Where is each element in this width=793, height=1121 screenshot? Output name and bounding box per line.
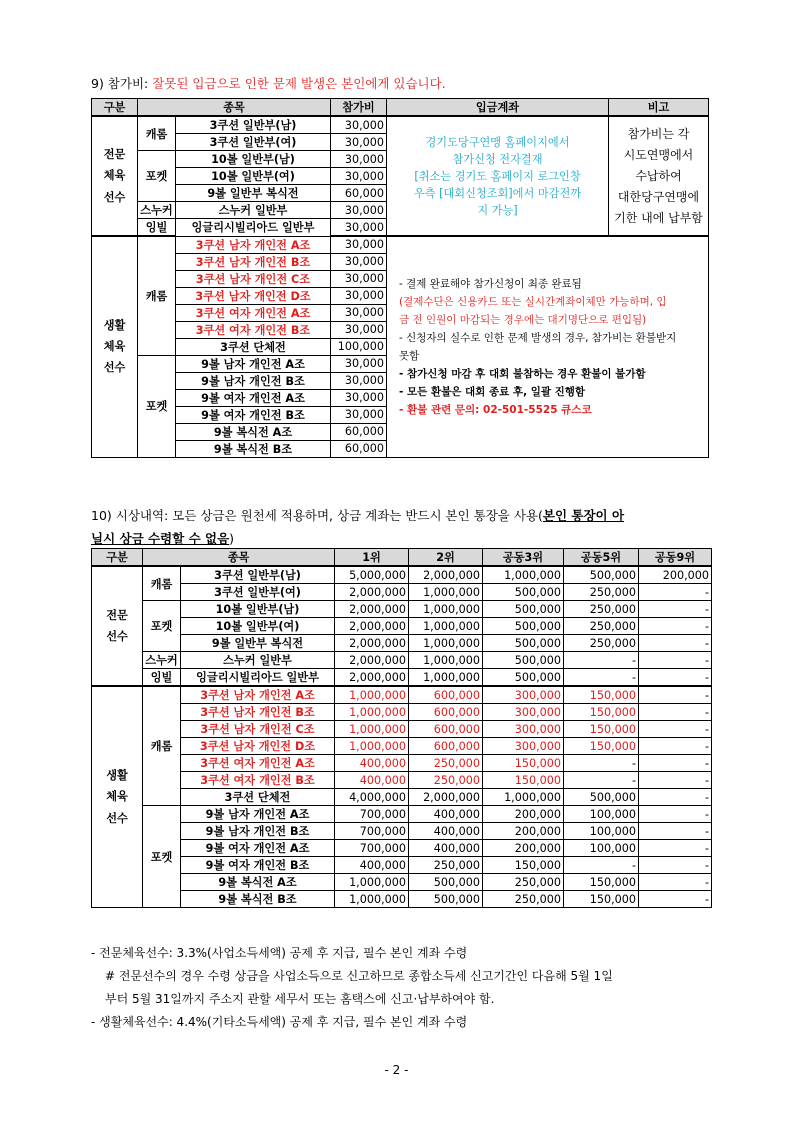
- prize-value: -: [564, 652, 639, 669]
- prize-value: 150,000: [564, 874, 639, 891]
- prize-value: 2,000,000: [409, 566, 483, 584]
- prize-value: 250,000: [483, 891, 564, 908]
- prize-value: 2,000,000: [335, 652, 409, 669]
- prize-value: -: [639, 857, 712, 874]
- event-name: 3쿠션 남자 개인전 A조: [181, 686, 335, 704]
- prize-row: [92, 652, 712, 669]
- prize-value: 1,000,000: [409, 584, 483, 601]
- fee-value: 30,000: [331, 355, 387, 372]
- prize-value: 1,000,000: [409, 635, 483, 652]
- prize-value: -: [564, 857, 639, 874]
- prize-value: -: [639, 618, 712, 635]
- prize-value: 500,000: [564, 566, 639, 584]
- prize-value: 1,000,000: [335, 721, 409, 738]
- prize-value: 500,000: [483, 669, 564, 687]
- sub-category: 포켓: [143, 806, 181, 908]
- prize-value: 2,000,000: [335, 669, 409, 687]
- prize-value: -: [639, 601, 712, 618]
- note-line: - 결제 완료해야 참가신청이 최종 완료됨: [399, 277, 582, 290]
- fee-table: [91, 98, 709, 458]
- prize-value: 150,000: [564, 738, 639, 755]
- fee-header-remark: 비고: [609, 99, 709, 117]
- section-9-title: [91, 74, 446, 92]
- fee-value: 30,000: [331, 151, 387, 168]
- event-name: 9볼 여자 개인전 A조: [181, 840, 335, 857]
- prize-value: -: [564, 669, 639, 687]
- fee-value: 30,000: [331, 253, 387, 270]
- prize-header-1st: 1위: [335, 549, 409, 567]
- prize-value: 1,000,000: [409, 669, 483, 687]
- fee-row: [92, 236, 709, 253]
- sub-category: 스누커: [138, 202, 176, 219]
- prize-value: 300,000: [483, 704, 564, 721]
- prize-value: 500,000: [483, 652, 564, 669]
- note-line: - 환불 관련 문의: 02-501-5525 큐스코: [399, 403, 592, 416]
- prize-value: 150,000: [483, 772, 564, 789]
- prize-value: 700,000: [335, 823, 409, 840]
- prize-value: 400,000: [409, 823, 483, 840]
- prize-value: 600,000: [409, 738, 483, 755]
- fee-value: 30,000: [331, 168, 387, 185]
- event-name: 9볼 복식전 B조: [181, 891, 335, 908]
- prize-row: [92, 874, 712, 891]
- prize-row: [92, 566, 712, 584]
- event-name: 10볼 일반부(여): [181, 618, 335, 635]
- prize-value: 2,000,000: [335, 584, 409, 601]
- prize-value: 200,000: [639, 566, 712, 584]
- category-amateur: 생활 체육 선수: [92, 686, 143, 908]
- prize-value: 2,000,000: [335, 601, 409, 618]
- prize-value: 1,000,000: [483, 789, 564, 806]
- event-name: 3쿠션 일반부(남): [181, 566, 335, 584]
- event-name: 3쿠션 단체전: [176, 338, 331, 355]
- fee-value: 30,000: [331, 304, 387, 321]
- note-line: (결제수단은 신용카드 또는 실시간계좌이체만 가능하며, 입 금 전 인원이 마감되는 경우에는 대기명단으로 편입됨): [399, 295, 667, 326]
- footnote-line: - 생활체육선수: 4.4%(기타소득세액) 공제 후 지급, 필수 본인 계좌 수령: [91, 1015, 468, 1029]
- prize-value: -: [639, 738, 712, 755]
- fee-value: 30,000: [331, 236, 387, 253]
- prize-row: [92, 738, 712, 755]
- prize-value: 500,000: [564, 789, 639, 806]
- prize-value: -: [639, 806, 712, 823]
- event-name: 3쿠션 여자 개인전 A조: [176, 304, 331, 321]
- prize-header-5th: 공동5위: [564, 549, 639, 567]
- prize-row: [92, 704, 712, 721]
- prize-value: 5,000,000: [335, 566, 409, 584]
- fee-value: 100,000: [331, 338, 387, 355]
- prize-value: 1,000,000: [409, 652, 483, 669]
- event-name: 9볼 남자 개인전 B조: [176, 372, 331, 389]
- prize-value: 250,000: [564, 618, 639, 635]
- prize-row: [92, 601, 712, 618]
- prize-header-category: 구분: [92, 549, 143, 567]
- prize-row: [92, 686, 712, 704]
- fee-value: 30,000: [331, 116, 387, 134]
- section-10-title-text: 10) 시상내역: 모든 상금은 원천세 적용하며, 상금 계좌는 반드시 본인 통장을 사용(: [91, 508, 543, 523]
- prize-value: 150,000: [564, 721, 639, 738]
- prize-value: 1,000,000: [335, 874, 409, 891]
- fee-value: 30,000: [331, 389, 387, 406]
- prize-value: 400,000: [335, 772, 409, 789]
- prize-value: -: [564, 755, 639, 772]
- prize-value: -: [639, 686, 712, 704]
- event-name: 잉글리시빌리아드 일반부: [181, 669, 335, 687]
- fee-value: 60,000: [331, 440, 387, 457]
- category-pro: 전문 선수: [92, 566, 143, 686]
- prize-value: -: [639, 840, 712, 857]
- prize-value: -: [639, 704, 712, 721]
- prize-value: 400,000: [335, 857, 409, 874]
- prize-value: 200,000: [483, 823, 564, 840]
- event-name: 9볼 복식전 B조: [176, 440, 331, 457]
- account-text-main: 경기도당구연맹 홈페이지에서 참가신청 전자결재: [425, 135, 570, 166]
- prize-value: 250,000: [409, 857, 483, 874]
- prize-value: 500,000: [409, 874, 483, 891]
- prize-value: 250,000: [564, 584, 639, 601]
- prize-value: -: [639, 874, 712, 891]
- prize-value: -: [639, 772, 712, 789]
- event-name: 10볼 일반부(남): [176, 151, 331, 168]
- event-name: 3쿠션 남자 개인전 C조: [181, 721, 335, 738]
- sub-category: 캐롬: [143, 686, 181, 806]
- prize-value: -: [639, 652, 712, 669]
- prize-value: 2,000,000: [335, 618, 409, 635]
- event-name: 3쿠션 남자 개인전 D조: [176, 287, 331, 304]
- section-10-title: [91, 504, 711, 550]
- remark: 참가비는 각 시도연맹에서 수납하여 대한당구연맹에 기한 내에 납부함: [609, 116, 709, 236]
- prize-value: 1,000,000: [483, 566, 564, 584]
- prize-row: [92, 755, 712, 772]
- category-pro: 전문 체육 선수: [92, 116, 138, 236]
- fee-value: 30,000: [331, 287, 387, 304]
- prize-value: 150,000: [564, 891, 639, 908]
- event-name: 스누커 일반부: [176, 202, 331, 219]
- event-name: 9볼 여자 개인전 B조: [176, 406, 331, 423]
- prize-value: 600,000: [409, 704, 483, 721]
- fee-value: 30,000: [331, 202, 387, 219]
- sub-category: 포켓: [138, 151, 176, 202]
- prize-row: [92, 635, 712, 652]
- event-name: 3쿠션 단체전: [181, 789, 335, 806]
- event-name: 9볼 복식전 A조: [181, 874, 335, 891]
- prize-value: 500,000: [483, 635, 564, 652]
- event-name: 10볼 일반부(여): [176, 168, 331, 185]
- notes-cell: [387, 236, 709, 457]
- prize-header-3rd: 공동3위: [483, 549, 564, 567]
- prize-value: 500,000: [483, 618, 564, 635]
- section-10-title-bold-1: 본인 통장이 아: [542, 508, 625, 523]
- prize-value: -: [639, 635, 712, 652]
- prize-value: 700,000: [335, 840, 409, 857]
- event-name: 3쿠션 남자 개인전 A조: [176, 236, 331, 253]
- prize-value: 2,000,000: [335, 635, 409, 652]
- footnote-line: - 전문체육선수: 3.3%(사업소득세액) 공제 후 지급, 필수 본인 계좌 수령: [91, 946, 468, 960]
- prize-value: -: [564, 772, 639, 789]
- fee-row: [92, 116, 709, 134]
- prize-value: -: [639, 584, 712, 601]
- prize-value: 250,000: [409, 755, 483, 772]
- prize-value: 2,000,000: [409, 789, 483, 806]
- fee-value: 30,000: [331, 406, 387, 423]
- account-info: [387, 116, 609, 236]
- fee-value: 60,000: [331, 185, 387, 202]
- prize-header-event: 종목: [143, 549, 335, 567]
- prize-value: 300,000: [483, 721, 564, 738]
- prize-row: [92, 584, 712, 601]
- fee-value: 30,000: [331, 219, 387, 237]
- prize-value: 4,000,000: [335, 789, 409, 806]
- footnote-line: # 전문선수의 경우 수령 상금을 사업소득으로 신고하므로 종합소득세 신고기간인 다음해 5월 1일: [105, 969, 613, 983]
- prize-row: [92, 618, 712, 635]
- event-name: 잉글리시빌리아드 일반부: [176, 219, 331, 237]
- prize-value: 400,000: [409, 840, 483, 857]
- prize-value: 1,000,000: [335, 891, 409, 908]
- prize-row: [92, 721, 712, 738]
- event-name: 3쿠션 남자 개인전 D조: [181, 738, 335, 755]
- prize-row: [92, 823, 712, 840]
- event-name: 스누커 일반부: [181, 652, 335, 669]
- sub-category: 포켓: [138, 355, 176, 457]
- footnotes: [91, 942, 711, 1034]
- event-name: 3쿠션 일반부(여): [176, 134, 331, 151]
- category-amateur: 생활 체육 선수: [92, 236, 138, 457]
- fee-header-fee: 참가비: [331, 99, 387, 117]
- event-name: 9볼 일반부 복식전: [176, 185, 331, 202]
- prize-value: 1,000,000: [335, 686, 409, 704]
- fee-header-category: 구분: [92, 99, 138, 117]
- prize-value: 300,000: [483, 686, 564, 704]
- page-number: - 2 -: [384, 1063, 409, 1077]
- prize-value: 150,000: [564, 686, 639, 704]
- prize-value: 1,000,000: [335, 704, 409, 721]
- sub-category: 캐롬: [138, 236, 176, 355]
- fee-header-account: 입금계좌: [387, 99, 609, 117]
- event-name: 9볼 여자 개인전 A조: [176, 389, 331, 406]
- prize-value: 150,000: [483, 755, 564, 772]
- note-line: - 신청자의 실수로 인한 문제 발생의 경우, 참가비는 환불받지 못함: [399, 331, 677, 362]
- prize-value: 150,000: [564, 704, 639, 721]
- sub-category: 잉빌: [138, 219, 176, 237]
- prize-value: 400,000: [409, 806, 483, 823]
- section-10-title-close: ): [229, 531, 235, 546]
- prize-value: 200,000: [483, 840, 564, 857]
- prize-value: -: [639, 721, 712, 738]
- event-name: 3쿠션 남자 개인전 B조: [176, 253, 331, 270]
- prize-value: -: [639, 891, 712, 908]
- event-name: 3쿠션 남자 개인전 B조: [181, 704, 335, 721]
- event-name: 10볼 일반부(남): [181, 601, 335, 618]
- prize-value: 100,000: [564, 823, 639, 840]
- event-name: 3쿠션 여자 개인전 B조: [181, 772, 335, 789]
- fee-value: 30,000: [331, 134, 387, 151]
- note-line: - 참가신청 마감 후 대회 불참하는 경우 환불이 불가함: [399, 367, 646, 380]
- sub-category: 캐롬: [143, 566, 181, 601]
- prize-value: -: [639, 755, 712, 772]
- prize-row: [92, 772, 712, 789]
- sub-category: 스누커: [143, 652, 181, 669]
- note-line: - 모든 환불은 대회 종료 후, 일괄 진행함: [399, 385, 586, 398]
- event-name: 3쿠션 일반부(남): [176, 116, 331, 134]
- event-name: 3쿠션 남자 개인전 C조: [176, 270, 331, 287]
- prize-row: [92, 840, 712, 857]
- section-9-title-prefix: 9) 참가비:: [91, 76, 153, 91]
- prize-value: 1,000,000: [409, 618, 483, 635]
- prize-row: [92, 789, 712, 806]
- fee-value: 30,000: [331, 372, 387, 389]
- prize-value: 250,000: [564, 601, 639, 618]
- prize-value: 250,000: [409, 772, 483, 789]
- prize-row: [92, 669, 712, 687]
- prize-value: 500,000: [483, 601, 564, 618]
- fee-value: 30,000: [331, 321, 387, 338]
- prize-value: 1,000,000: [409, 601, 483, 618]
- prize-row: [92, 857, 712, 874]
- account-text-cancel: [취소는 경기도 홈페이지 로그인창 우측 [대회신청조회]에서 마감전까 지 가능]: [413, 169, 582, 217]
- prize-value: 300,000: [483, 738, 564, 755]
- prize-value: 700,000: [335, 806, 409, 823]
- prize-value: 1,000,000: [335, 738, 409, 755]
- fee-value: 30,000: [331, 270, 387, 287]
- event-name: 9볼 남자 개인전 B조: [181, 823, 335, 840]
- prize-value: 100,000: [564, 806, 639, 823]
- prize-value: -: [639, 789, 712, 806]
- prize-row: [92, 891, 712, 908]
- prize-header-2nd: 2위: [409, 549, 483, 567]
- prize-row: [92, 806, 712, 823]
- prize-value: 600,000: [409, 721, 483, 738]
- event-name: 9볼 여자 개인전 B조: [181, 857, 335, 874]
- prize-value: 500,000: [483, 584, 564, 601]
- prize-value: 250,000: [483, 874, 564, 891]
- event-name: 9볼 남자 개인전 A조: [181, 806, 335, 823]
- fee-value: 60,000: [331, 423, 387, 440]
- sub-category: 잉빌: [143, 669, 181, 687]
- event-name: 9볼 남자 개인전 A조: [176, 355, 331, 372]
- prize-value: 200,000: [483, 806, 564, 823]
- event-name: 9볼 복식전 A조: [176, 423, 331, 440]
- prize-value: 500,000: [409, 891, 483, 908]
- section-9-title-warning: 잘못된 입금으로 인한 문제 발생은 본인에게 있습니다.: [152, 76, 446, 91]
- prize-value: -: [639, 823, 712, 840]
- prize-value: 250,000: [564, 635, 639, 652]
- prize-header-9th: 공동9위: [639, 549, 712, 567]
- section-10-title-bold-2: 닐시 상금 수령할 수 없음: [91, 531, 230, 546]
- prize-value: 600,000: [409, 686, 483, 704]
- footnote-line: 부터 5월 31일까지 주소지 관할 세무서 또는 홈택스에 신고·납부하여야 함.: [105, 992, 495, 1006]
- event-name: 3쿠션 여자 개인전 B조: [176, 321, 331, 338]
- prize-value: 100,000: [564, 840, 639, 857]
- sub-category: 포켓: [143, 601, 181, 652]
- event-name: 3쿠션 여자 개인전 A조: [181, 755, 335, 772]
- prize-value: 150,000: [483, 857, 564, 874]
- prize-value: -: [639, 669, 712, 687]
- sub-category: 캐롬: [138, 116, 176, 151]
- prize-table: [91, 548, 712, 908]
- event-name: 3쿠션 일반부(여): [181, 584, 335, 601]
- prize-value: 400,000: [335, 755, 409, 772]
- fee-header-event: 종목: [138, 99, 331, 117]
- event-name: 9볼 일반부 복식전: [181, 635, 335, 652]
